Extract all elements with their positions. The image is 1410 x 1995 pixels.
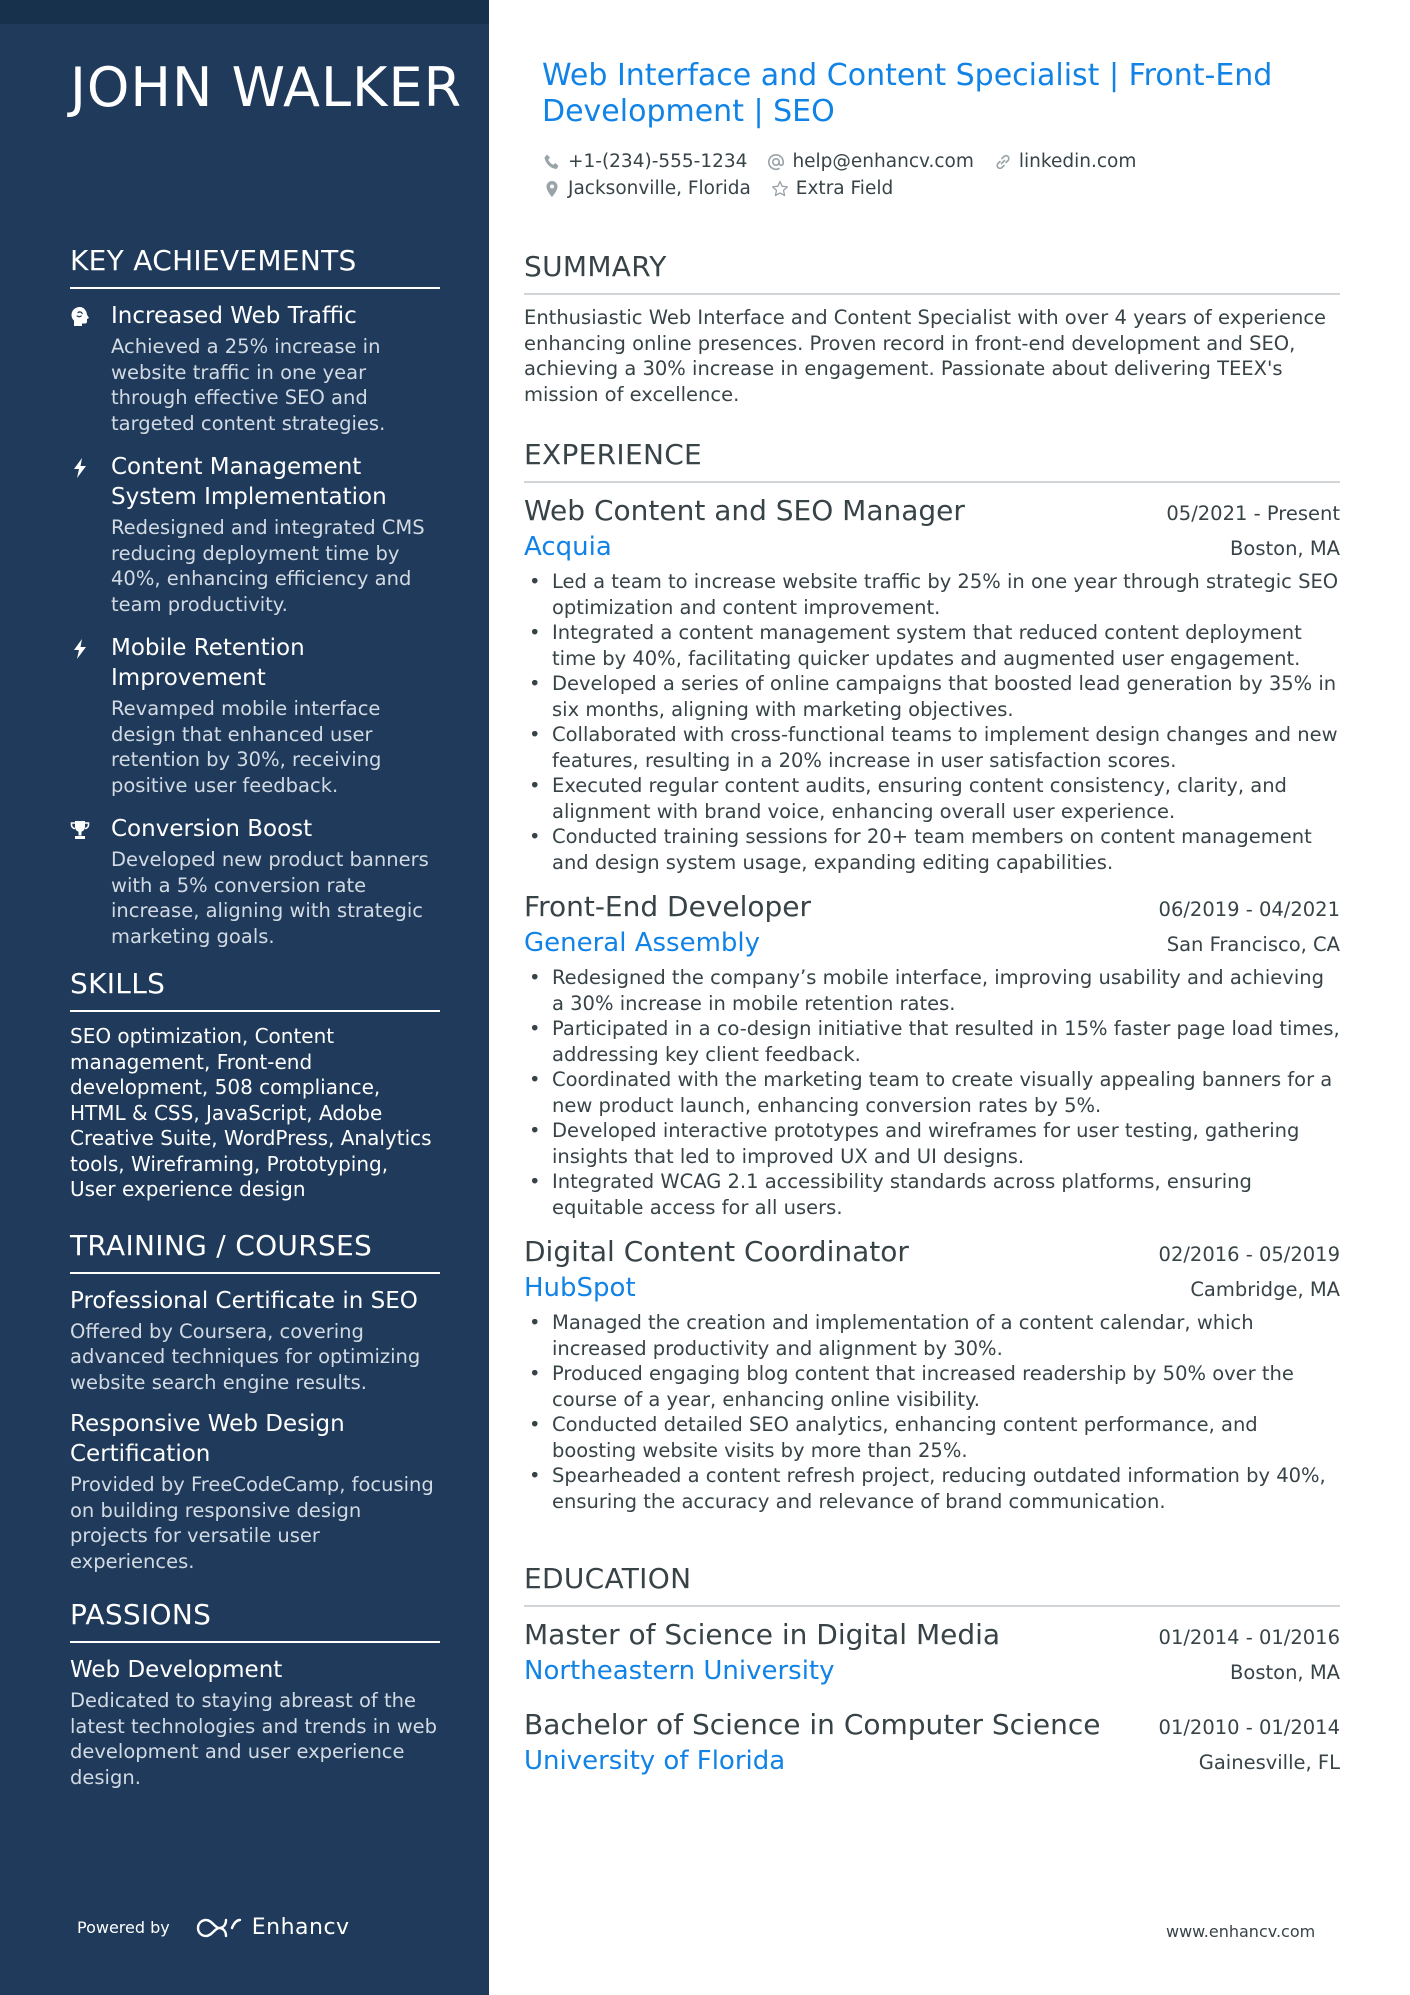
experience-section bbox=[524, 438, 1340, 1528]
list-item: • Produced engaging blog content that increased readership by 50% over the course of a year, enhancing online visibility. bbox=[524, 1361, 1340, 1412]
training-heading: TRAINING / COURSES bbox=[70, 1229, 440, 1274]
headline: Web Interface and Content Specialist | Front-End Development | SEO bbox=[542, 58, 1273, 129]
email-text: help@enhancv.com bbox=[792, 151, 974, 172]
contact-info bbox=[543, 148, 1323, 202]
course-desc: Offered by Coursera, covering advanced techniques for optimizing website search engine results. bbox=[70, 1319, 421, 1394]
extra-field-contact bbox=[771, 178, 893, 199]
achievement-desc: Revamped mobile interface design that enhanced user retention by 30%, receiving positive user feedback. bbox=[111, 697, 382, 797]
achievement-item bbox=[70, 814, 440, 949]
bolt-icon bbox=[70, 457, 90, 479]
course-title: Professional Certificate in SEO bbox=[70, 1287, 418, 1314]
company-name: HubSpot bbox=[524, 1273, 636, 1303]
education-subheader bbox=[524, 1743, 1340, 1779]
at-icon bbox=[767, 153, 785, 171]
candidate-name: JOHN WALKER bbox=[70, 56, 463, 119]
brain-icon bbox=[70, 306, 90, 328]
job-location: San Francisco, CA bbox=[1166, 933, 1340, 956]
job-title: Front-End Developer bbox=[524, 890, 812, 923]
summary-heading: SUMMARY bbox=[524, 250, 1340, 295]
sidebar bbox=[0, 0, 489, 1995]
list-item: • Coordinated with the marketing team to create visually appealing banners for a new product launch, enhancing conversion rates by 5%. bbox=[524, 1067, 1340, 1118]
linkedin-text: linkedin.com bbox=[1018, 151, 1137, 172]
job-entry bbox=[524, 493, 1340, 875]
list-item: • Collaborated with cross-functional teams to implement design changes and new features, resulting in a 20% increase in user satisfaction scores. bbox=[524, 722, 1340, 773]
job-bullets bbox=[524, 1310, 1340, 1514]
education-entry bbox=[524, 1707, 1340, 1779]
company-name: Acquia bbox=[524, 532, 612, 562]
education-dates: 01/2010 - 01/2014 bbox=[1158, 1716, 1340, 1739]
achievement-item bbox=[70, 633, 440, 798]
passion-desc: Dedicated to staying abreast of the latest technologies and trends in web development and user experience design. bbox=[70, 1689, 438, 1789]
education-header bbox=[524, 1707, 1340, 1743]
list-item: • Developed interactive prototypes and wireframes for user testing, gathering insights that led to improved UX and UI designs. bbox=[524, 1118, 1340, 1169]
job-entry bbox=[524, 1234, 1340, 1514]
job-dates: 05/2021 - Present bbox=[1166, 502, 1340, 525]
contact-row bbox=[543, 175, 1323, 202]
job-location: Cambridge, MA bbox=[1190, 1278, 1340, 1301]
skills-heading: SKILLS bbox=[70, 967, 440, 1012]
location-text: Jacksonville, Florida bbox=[568, 178, 751, 199]
education-entry bbox=[524, 1617, 1340, 1689]
education-header bbox=[524, 1617, 1340, 1653]
list-item: • Developed a series of online campaigns that boosted lead generation by 35% in six months, aligning with marketing objectives. bbox=[524, 671, 1340, 722]
location-pin-icon bbox=[543, 180, 561, 198]
degree-title: Bachelor of Science in Computer Science bbox=[524, 1708, 1101, 1741]
achievement-desc: Achieved a 25% increase in website traffic in one year through effective SEO and targeted content strategies. bbox=[111, 335, 386, 435]
powered-by bbox=[77, 1915, 350, 1940]
school-location: Gainesville, FL bbox=[1198, 1751, 1340, 1774]
passions-heading: PASSIONS bbox=[70, 1598, 440, 1643]
achievement-item bbox=[70, 452, 440, 617]
list-item: • Conducted training sessions for 20+ team members on content management and design system usage, expanding editing capabilities. bbox=[524, 824, 1340, 875]
job-bullets bbox=[524, 569, 1340, 875]
passion-title: Web Development bbox=[70, 1657, 283, 1683]
job-subheader bbox=[524, 529, 1340, 565]
contact-row bbox=[543, 148, 1323, 175]
list-item: • Executed regular content audits, ensuring content consistency, clarity, and alignment with brand voice, enhancing overall user experience. bbox=[524, 773, 1340, 824]
school-name: Northeastern University bbox=[524, 1656, 835, 1686]
achievement-title: Conversion Boost bbox=[111, 816, 313, 842]
linkedin-contact[interactable] bbox=[994, 151, 1136, 172]
summary-section bbox=[524, 250, 1340, 407]
phone-contact[interactable] bbox=[543, 151, 747, 172]
list-item: • Participated in a co-design initiative that resulted in 15% faster page load times, addressing key client feedback. bbox=[524, 1016, 1340, 1067]
location-contact bbox=[543, 178, 751, 199]
achievement-title: Increased Web Traffic bbox=[111, 303, 357, 329]
job-bullets bbox=[524, 965, 1340, 1220]
job-location: Boston, MA bbox=[1230, 537, 1340, 560]
list-item: • Integrated a content management system that reduced content deployment time by 40%, facilitating quicker updates and augmented user engagement. bbox=[524, 620, 1340, 671]
list-item: • Integrated WCAG 2.1 accessibility standards across platforms, ensuring equitable access for all users. bbox=[524, 1169, 1340, 1220]
sidebar-content bbox=[70, 244, 440, 1804]
course-title: Responsive Web Design Certification bbox=[70, 1411, 345, 1467]
summary-text: Enthusiastic Web Interface and Content Specialist with over 4 years of experience enhancing online presences. Proven record in front-end development and SEO, achieving a 30% increase in engagement. Passionate about delivering TEEX's mission of excellence. bbox=[524, 306, 1327, 406]
education-subheader bbox=[524, 1653, 1340, 1689]
passion-item bbox=[70, 1655, 440, 1790]
skills-list: SEO optimization, Content management, Front-end development, 508 compliance, HTML & CSS, JavaScript, Adobe Creative Suite, WordPress, Analytics tools, Wireframing, Prototyping, User experience design bbox=[70, 1024, 432, 1201]
passions-section bbox=[70, 1598, 440, 1790]
achievements-section bbox=[70, 244, 440, 949]
company-name: General Assembly bbox=[524, 928, 761, 958]
bolt-icon bbox=[70, 638, 90, 660]
course-item bbox=[70, 1286, 440, 1396]
achievement-item bbox=[70, 301, 440, 436]
job-title: Web Content and SEO Manager bbox=[524, 494, 965, 527]
link-icon bbox=[994, 153, 1012, 171]
course-item bbox=[70, 1409, 440, 1574]
course-desc: Provided by FreeCodeCamp, focusing on building responsive design projects for versatile user experiences. bbox=[70, 1473, 434, 1573]
list-item: • Led a team to increase website traffic by 25% in one year through strategic SEO optimization and content improvement. bbox=[524, 569, 1340, 620]
education-heading: EDUCATION bbox=[524, 1562, 1340, 1607]
enhancv-logo-icon bbox=[196, 1916, 242, 1940]
achievement-desc: Redesigned and integrated CMS reducing deployment time by 40%, enhancing efficiency and team productivity. bbox=[111, 516, 425, 616]
job-header bbox=[524, 889, 1340, 925]
phone-icon bbox=[543, 153, 561, 171]
job-entry bbox=[524, 889, 1340, 1220]
brand-name: Enhancv bbox=[251, 1915, 350, 1940]
achievements-heading: KEY ACHIEVEMENTS bbox=[70, 244, 440, 289]
skills-section bbox=[70, 967, 440, 1203]
experience-heading: EXPERIENCE bbox=[524, 438, 1340, 483]
job-dates: 06/2019 - 04/2021 bbox=[1158, 898, 1340, 921]
trophy-icon bbox=[70, 819, 90, 841]
education-section bbox=[524, 1562, 1340, 1797]
list-item: • Redesigned the company’s mobile interface, improving usability and achieving a 30% increase in mobile retention rates. bbox=[524, 965, 1340, 1016]
job-header bbox=[524, 493, 1340, 529]
school-location: Boston, MA bbox=[1230, 1661, 1340, 1684]
job-title: Digital Content Coordinator bbox=[524, 1235, 909, 1268]
job-dates: 02/2016 - 05/2019 bbox=[1158, 1243, 1340, 1266]
phone-text: +1-(234)-555-1234 bbox=[568, 151, 748, 172]
job-subheader bbox=[524, 1270, 1340, 1306]
list-item: • Spearheaded a content refresh project, reducing outdated information by 40%, ensuring the accuracy and relevance of brand communication. bbox=[524, 1463, 1340, 1514]
extra-field-text: Extra Field bbox=[795, 178, 894, 199]
star-icon bbox=[771, 180, 789, 198]
job-header bbox=[524, 1234, 1340, 1270]
job-subheader bbox=[524, 925, 1340, 961]
powered-by-label: Powered by bbox=[77, 1918, 170, 1937]
list-item: • Conducted detailed SEO analytics, enhancing content performance, and boosting website visits by more than 25%. bbox=[524, 1412, 1340, 1463]
achievement-title: Mobile Retention Improvement bbox=[111, 635, 305, 691]
achievement-desc: Developed new product banners with a 5% conversion rate increase, aligning with strategic marketing goals. bbox=[111, 848, 429, 948]
degree-title: Master of Science in Digital Media bbox=[524, 1618, 1001, 1651]
list-item: • Managed the creation and implementation of a content calendar, which increased productivity and alignment by 30%. bbox=[524, 1310, 1340, 1361]
training-section bbox=[70, 1229, 440, 1575]
school-name: University of Florida bbox=[524, 1746, 786, 1776]
achievement-title: Content Management System Implementation bbox=[111, 454, 387, 510]
email-contact[interactable] bbox=[767, 151, 973, 172]
sidebar-top-bar bbox=[0, 0, 489, 24]
education-dates: 01/2014 - 01/2016 bbox=[1158, 1626, 1340, 1649]
footer-url[interactable]: www.enhancv.com bbox=[1166, 1922, 1316, 1941]
